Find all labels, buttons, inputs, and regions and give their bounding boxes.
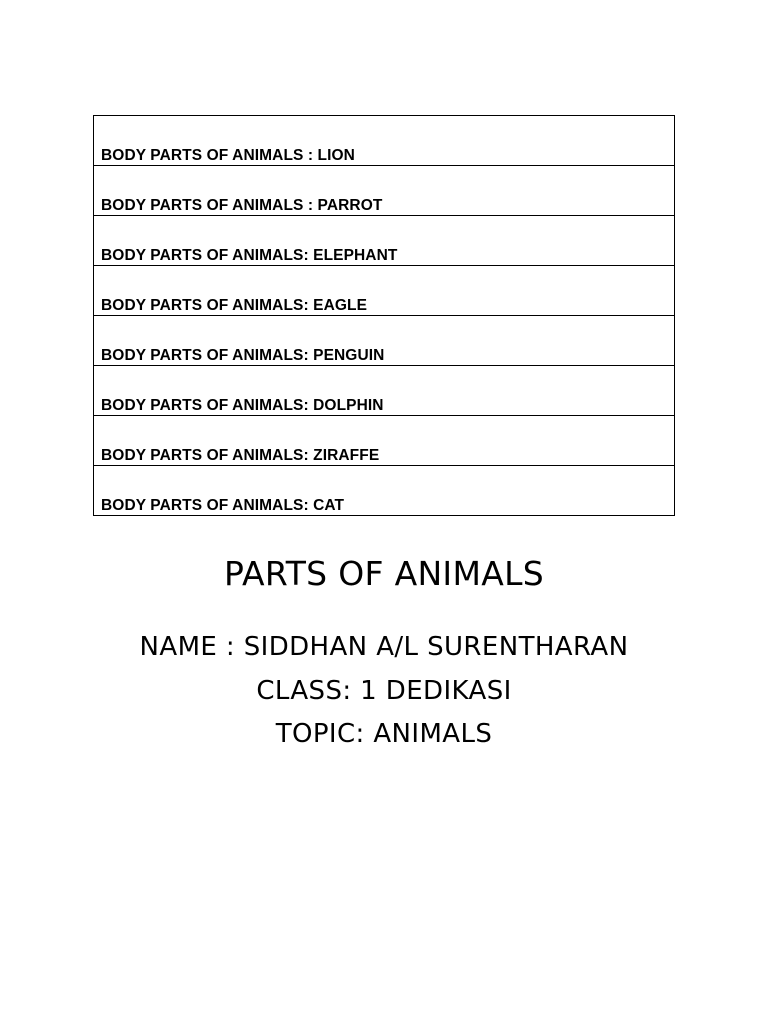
- table-row: [94, 366, 675, 416]
- table-row: [94, 466, 675, 516]
- topic-line: TOPIC: ANIMALS: [275, 719, 493, 749]
- student-class: CLASS: 1 DEDIKASI: [256, 676, 512, 706]
- page-title: PARTS OF ANIMALS: [223, 554, 545, 593]
- contents-row-parrot: BODY PARTS OF ANIMALS : PARROT: [94, 166, 675, 216]
- table-row: [94, 266, 675, 316]
- contents-row-elephant: BODY PARTS OF ANIMALS: ELEPHANT: [94, 216, 675, 266]
- contents-table: [93, 115, 675, 516]
- student-name: NAME : SIDDHAN A/L SURENTHARAN: [139, 632, 629, 662]
- table-row: [94, 116, 675, 166]
- table-row: [94, 166, 675, 216]
- contents-row-ziraffe: BODY PARTS OF ANIMALS: ZIRAFFE: [94, 416, 675, 466]
- table-row: [94, 316, 675, 366]
- contents-row-cat: BODY PARTS OF ANIMALS: CAT: [94, 466, 675, 516]
- table-row: [94, 216, 675, 266]
- table-row: [94, 416, 675, 466]
- contents-row-lion: BODY PARTS OF ANIMALS : LION: [101, 146, 355, 164]
- contents-row-eagle: BODY PARTS OF ANIMALS: EAGLE: [94, 266, 675, 316]
- contents-row-penguin: BODY PARTS OF ANIMALS: PENGUIN: [94, 316, 675, 366]
- contents-row-dolphin: BODY PARTS OF ANIMALS: DOLPHIN: [94, 366, 675, 416]
